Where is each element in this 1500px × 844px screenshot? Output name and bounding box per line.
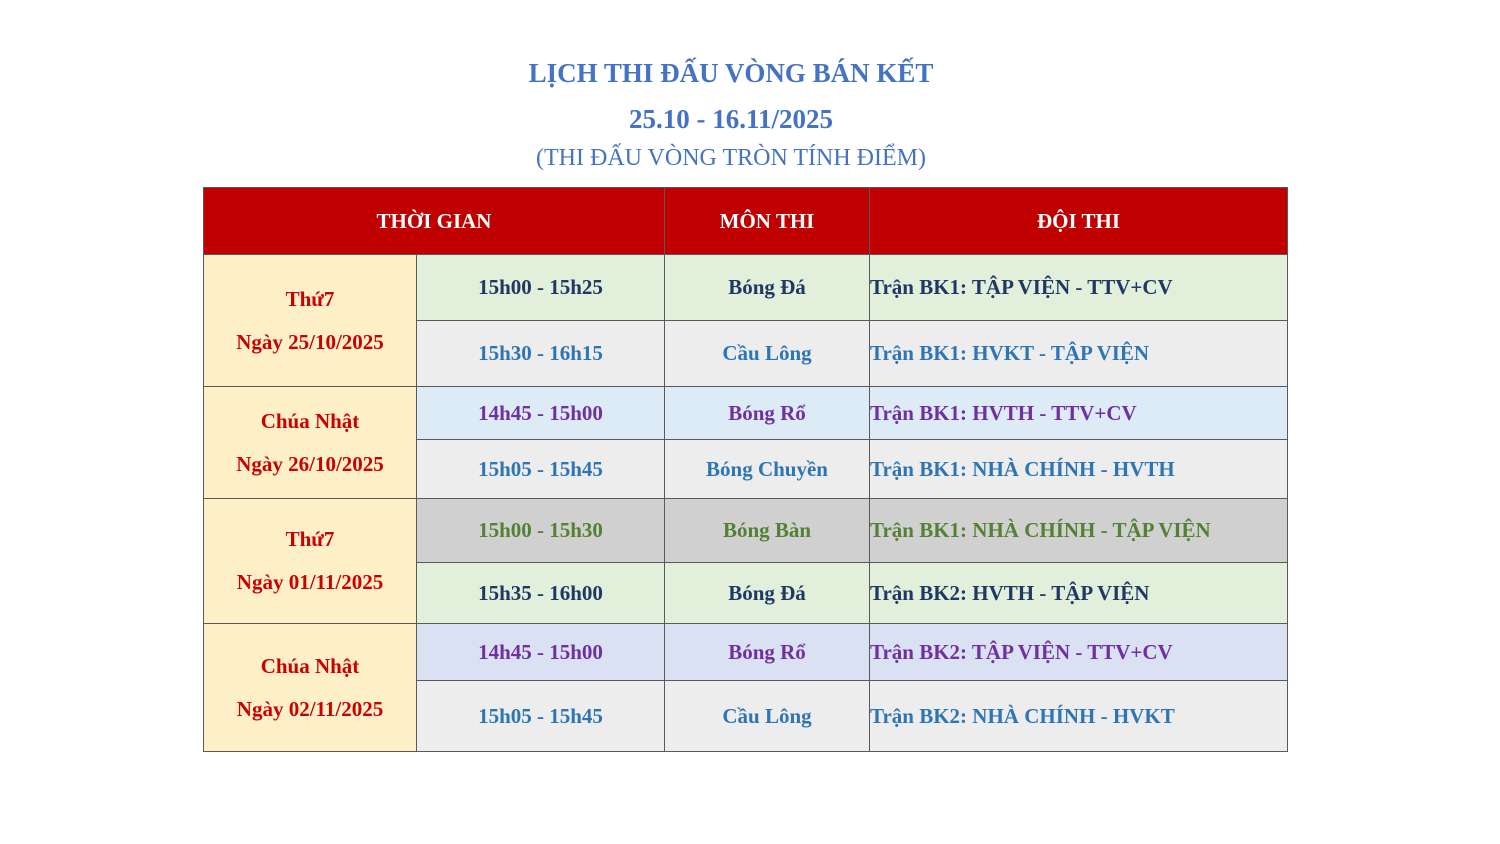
match-team: Trận BK1: NHÀ CHÍNH - TẬP VIỆN — [870, 499, 1288, 563]
format-note: (THI ĐẤU VÒNG TRÒN TÍNH ĐIỂM) — [536, 145, 926, 171]
match-time: 14h45 - 15h00 — [417, 387, 665, 440]
day-cell — [204, 387, 417, 499]
table-row — [204, 624, 1288, 681]
weekday-label: Thứ7 — [285, 286, 335, 311]
match-sport: Cầu Lông — [665, 681, 870, 752]
date-label: Ngày 02/11/2025 — [236, 696, 384, 721]
table-row — [204, 499, 1288, 563]
date-range: 25.10 - 16.11/2025 — [628, 104, 833, 134]
match-sport: Bóng Đá — [665, 563, 870, 624]
date-label: Ngày 26/10/2025 — [236, 451, 384, 476]
match-sport: Bóng Rổ — [665, 624, 870, 681]
header-team: ĐỘI THI — [870, 188, 1288, 255]
match-team: Trận BK2: HVTH - TẬP VIỆN — [870, 563, 1288, 624]
day-cell — [204, 624, 417, 752]
day-cell — [204, 499, 417, 624]
match-team: Trận BK1: HVKT - TẬP VIỆN — [870, 321, 1288, 387]
match-team: Trận BK1: HVTH - TTV+CV — [870, 387, 1288, 440]
match-team: Trận BK1: TẬP VIỆN - TTV+CV — [870, 255, 1288, 321]
match-team: Trận BK2: NHÀ CHÍNH - HVKT — [870, 681, 1288, 752]
match-time: 15h05 - 15h45 — [417, 681, 665, 752]
match-sport: Cầu Lông — [665, 321, 870, 387]
match-team: Trận BK2: TẬP VIỆN - TTV+CV — [870, 624, 1288, 681]
match-time: 15h05 - 15h45 — [417, 440, 665, 499]
page-title: LỊCH THI ĐẤU VÒNG BÁN KẾT — [528, 58, 934, 88]
weekday-label: Chúa Nhật — [260, 653, 360, 678]
match-time: 15h00 - 15h30 — [417, 499, 665, 563]
match-time: 14h45 - 15h00 — [417, 624, 665, 681]
date-label: Ngày 01/11/2025 — [236, 570, 384, 594]
match-sport: Bóng Rổ — [665, 387, 870, 440]
match-sport: Bóng Bàn — [665, 499, 870, 563]
weekday-label: Chúa Nhật — [260, 408, 360, 433]
match-time: 15h30 - 16h15 — [417, 321, 665, 387]
header-row — [204, 188, 1288, 255]
match-sport: Bóng Chuyền — [665, 440, 870, 499]
match-sport: Bóng Đá — [665, 255, 870, 321]
weekday-label: Thứ7 — [285, 527, 335, 551]
header-sport: MÔN THI — [665, 188, 870, 255]
table-row — [204, 255, 1288, 321]
title-block — [0, 58, 1462, 172]
match-time: 15h35 - 16h00 — [417, 563, 665, 624]
table-row — [204, 387, 1288, 440]
match-team: Trận BK1: NHÀ CHÍNH - HVTH — [870, 440, 1288, 499]
header-time: THỜI GIAN — [204, 188, 665, 255]
schedule-table — [203, 187, 1288, 752]
day-cell — [204, 255, 417, 387]
match-time: 15h00 - 15h25 — [417, 255, 665, 321]
date-label: Ngày 25/10/2025 — [236, 329, 384, 354]
